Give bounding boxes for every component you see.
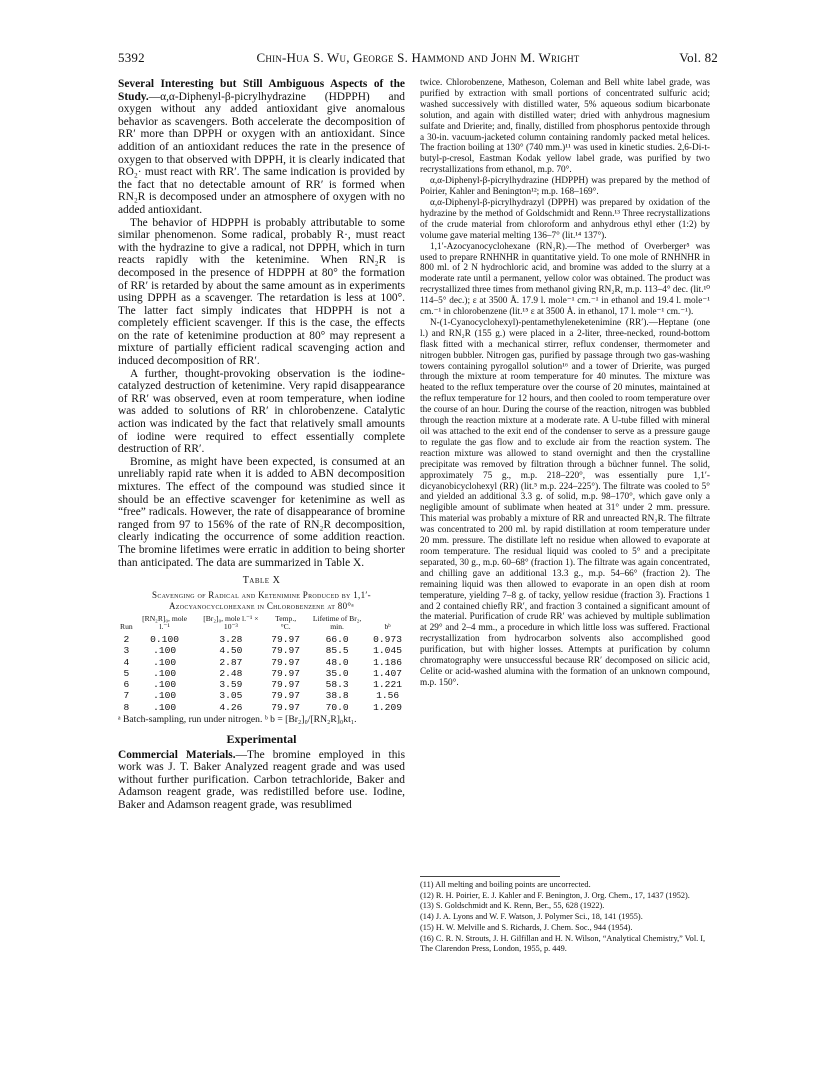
table-cell: 8 [123, 701, 130, 713]
table-cell: 38.8 [325, 690, 349, 702]
table-row [118, 645, 405, 656]
column-header: Temp., °C. [275, 613, 297, 632]
table-cell: 7 [123, 690, 130, 702]
table-cell: 79.97 [271, 645, 301, 657]
footnote: (12) R. H. Poirier, E. J. Kahler and F. Benington, J. Org. Chem., 17, 1437 (1952). [420, 890, 690, 900]
table-row [118, 668, 405, 679]
table-cell: 79.97 [271, 701, 301, 713]
table-cell: 66.0 [325, 633, 349, 645]
paragraph-text: —α,α-Diphenyl-β-picrylhydrazine (HDPPH) and oxygen without any added antioxidant give anomalous behavior as scavengers. Both accelerate the decomposition of RR′ more than DPPH or oxygen with an antioxidant. Since addition of an antioxidant reduces the rate in the presence of oxygen to that observed with DPPH, it is clearly indicated that RO₂· must react with RR′. The same indication is provided by the fact that no detectable amount of RR′ is formed when RN₂R is decomposed under an atmosphere of oxygen with no added antioxidant. [118, 90, 405, 216]
paragraph: twice. Chlorobenzene, Matheson, Coleman and Bell white label grade, was purified by extraction with small portions of concentrated sulfuric acid; washed successively with distilled water, 5% aqueous sodium bicarbonate solution, and again with distilled water; dried with anhydrous magnesium sulfate and Drierite; and, finally, distilled from phosphorus pentoxide through a 30-in. vacuum-jacketed column containing randomly packed metal helices. The fraction boiling at 130° (740 mm.)¹¹ was used in kinetic studies. 2,6-Di-t-butyl-p-cresol, Eastman Kodak yellow label grade, was purified by two recrystallizations from ethanol, m.p. 70°. [420, 78, 710, 176]
table-cell: 2.87 [219, 656, 243, 668]
table-cell: .100 [153, 701, 177, 713]
table-row [118, 702, 405, 713]
paragraph: The behavior of HDPPH is probably attributable to some similar phenomenon. Some radical, probably R·, must react with the hydrazine to give a radical, not DPPH, which in turn reacts rapidly with the ketenimine. When RN₂R is decomposed in the presence of HDPPH at 80° the formation of RR′ is retarded by about the same amount as in experiments using DPPH as a scavenger. The retardation is less at 100°. The latter fact simply indicates that HDPPH is not a completely efficient scavenger. If this is the case, the effects on the rate of ketenimine production at 80° may represent a mixture of partially efficient radical scavenging action and induced decomposition of RR′. [118, 216, 405, 368]
authors-line: Chin-Hua S. Wu, George S. Hammond and John M. Wright [256, 50, 580, 65]
table-cell: 1.221 [373, 679, 402, 691]
table-cell: .100 [153, 690, 177, 702]
section-title: Several Interesting but Still Ambiguous Aspects of the Study. [118, 78, 405, 103]
page-number: 5392 [118, 50, 145, 65]
table-footnote: ᵃ Batch-sampling, run under nitrogen. ᵇ b = [Br₂]₀/[RN₂R]₀kt₁. [118, 714, 357, 726]
footnote-rule [420, 876, 560, 877]
table-cell: 3.28 [219, 633, 243, 645]
table-cell: .100 [153, 656, 177, 668]
table-cell: 3 [123, 645, 130, 657]
table-cell: 4.50 [219, 645, 243, 657]
footnote: (11) All melting and boiling points are uncorrected. [420, 880, 591, 889]
table-cell: 1.56 [376, 690, 400, 702]
footnotes [420, 880, 710, 955]
paragraph [118, 78, 405, 217]
column-header: bᵇ [384, 622, 391, 632]
column-header: [Br₂]₀, mole l.⁻¹ × 10⁻³ [203, 613, 259, 632]
table-cell: 85.5 [325, 645, 349, 657]
experimental-heading: Experimental [226, 732, 297, 747]
column-header: [RN₂R]₀, mole l.⁻¹ [142, 613, 188, 632]
table-cell: 2 [123, 633, 130, 645]
table-cell: 3.59 [219, 679, 243, 691]
table-cell: 48.0 [325, 656, 349, 668]
footnote: (14) J. A. Lyons and W. F. Watson, J. Polymer Sci., 18, 141 (1955). [420, 912, 643, 922]
subsection-lead: Commercial Materials. [118, 748, 236, 761]
table-row [118, 690, 405, 701]
table-cell: 2.48 [219, 667, 243, 679]
table-cell: 79.97 [271, 633, 301, 645]
table-row [118, 679, 405, 690]
table-cell: 79.97 [271, 690, 301, 702]
table-cell: 3.05 [219, 690, 243, 702]
table-cell: 1.045 [373, 645, 402, 657]
table-cell: 1.186 [373, 656, 402, 668]
table-cell: 35.0 [325, 667, 349, 679]
right-column [420, 78, 710, 868]
column-header: Run [120, 622, 133, 632]
paragraph: Bromine, as might have been expected, is consumed at an unreliably rapid rate when it is added to ABN decomposition mixtures. The effect of the compound was studied since it should be an effective scavenger for ketenimine as well as “free” radicals. However, the rate of disappearance of bromine ranged from 97 to 156% of the rate of RN₂R decomposition, clearly indicating the occurrence of some addition reaction. The bromine lifetimes were erratic in addition to being shorter than anticipated. The data are summarized in Table X. [118, 455, 405, 569]
table-cell: .100 [153, 645, 177, 657]
paragraph: A further, thought-provoking observation is the iodine-catalyzed destruction of ketenimine. Very rapid disappearance of RR′ was observed, even at room temperature, when iodine was added to solutions of RR′ in chlorobenzene. Catalytic action was indicated by the fact that relatively small amounts of iodine were required to effect essentially complete destruction of RR′. [118, 367, 405, 456]
table-cell: 0.973 [373, 633, 402, 645]
table-caption: Scavenging of Radical and Ketenimine Produced by 1,1′-Azocyanocyclohexane in Chlorobenzene at 80°ᵃ [152, 589, 371, 611]
table-cell: 70.0 [325, 701, 349, 713]
table-title: Table X [242, 575, 281, 587]
data-table [118, 615, 405, 713]
footnote: (16) C. R. N. Strouts, J. H. Gilfillan and H. N. Wilson, “Analytical Chemistry,” Vol. I, The Clarendon Press, London, 1955, p. 449. [420, 933, 706, 954]
table-cell: 79.97 [271, 667, 301, 679]
running-header [118, 50, 718, 68]
paragraph [118, 749, 405, 812]
table-cell: 0.100 [150, 633, 179, 645]
paragraph-text: —The bromine employed in this work was J. T. Baker Analyzed reagent grade and was used without further purification. Carbon tetrachloride, Baker and Adamson reagent grade, was redistilled before use. Iodine, Baker and Adamson reagent grade, was resublimed [118, 748, 405, 811]
table-header-row [118, 615, 405, 634]
footnote: (13) S. Goldschmidt and K. Renn, Ber., 55, 628 (1922). [420, 901, 605, 911]
table-cell: 4.26 [219, 701, 243, 713]
volume-label: Vol. 82 [679, 50, 718, 65]
footnote: (15) H. W. Melville and S. Richards, J. Chem. Soc., 944 (1954). [420, 922, 633, 932]
column-header: Lifetime of Br₂, min. [312, 613, 362, 632]
table-cell: 4 [123, 656, 130, 668]
table-cell: 5 [123, 667, 130, 679]
paragraph: N-(1-Cyanocyclohexyl)-pentamethyleneketenimine (RR′).—Heptane (one l.) and RN₂R (155 g.) were placed in a 2-liter, three-necked, round-bottom flask fitted with a mechanical stirrer, reflux condenser, thermometer and nitrogen bubbler. Nitrogen gas, purified by passage through two gas-washing towers containing pyrogallol solution¹⁶ and a tower of Drierite, was purged through the mixture at room temperature for 40 minutes. The mixture was heated to the reflux temperature over the course of 20 minutes, maintained at the reflux temperature for 12 hours, and then cooled to room temperature over the course of an hour. During the course of the reaction, nitrogen was bubbled through the reaction mixture at a moderate rate. A U-tube filled with mineral oil was attached to the exit end of the condenser to serve as a pressure gauge to regulate the gas flow and to exclude air from the reaction system. The reaction mixture was allowed to stand overnight and then the crystalline precipitate was removed by filtration through a büchner funnel. The solid, approximately 75 g., m.p. 218–220°, was essentially pure 1,1′-dicyanobicyclohexyl (RR) (lit.⁵ m.p. 224–225°). The filtrate was cooled to 5° and yielded an additional 3.3 g. of solid, m.p. 98–170°, which gave only a negligible amount of sublimate when heated at 31° under 2 mm. pressure. This material was probably a mixture of RR and unreacted RN₂R. The filtrate was concentrated to 200 ml. by rapid distillation at room temperature under 20 mm. pressure. The distillate left no residue when allowed to evaporate at room temperature. The residual liquid was cooled to 5° and a precipitate separated, 30 g., m.p. 60–68° (fraction 1). The filtrate was again concentrated, and chilling gave an additional 13.3 g., m.p. 54–66° (fraction 2). The remaining liquid was then allowed to evaporate in an open dish at room temperature, yielding 7–8 g. of tacky, yellow residue (fraction 3). Fractions 1 and 2 contained chiefly RR′, and fraction 3 contained a significant amount of the material. Purification of crude RR′ was achieved by multiple sublimation at 29° and 2–4 mm., a procedure in which little loss was suffered. Fractional recrystallization from hydrocarbon solvents also accomplished good purification, but with higher losses. Attempts at purification by column chromatography were unsuccessful because RR′ decomposed on silicic acid, Celite or acid-washed alumina with the formation of an unknown compound, m.p. 150°. [420, 317, 710, 688]
table-cell: 1.209 [373, 701, 402, 713]
table-cell: 79.97 [271, 679, 301, 691]
table-cell: 58.3 [325, 679, 349, 691]
paragraph: α,α-Diphenyl-β-picrylhydrazine (HDPPH) was prepared by the method of Poirier, Kahler and Benington¹²; m.p. 168–169°. [420, 176, 710, 198]
table-cell: .100 [153, 679, 177, 691]
table-cell: 79.97 [271, 656, 301, 668]
table-cell: .100 [153, 667, 177, 679]
table-cell: 1.407 [373, 667, 402, 679]
paragraph: 1,1′-Azocyanocyclohexane (RN₂R).—The method of Overberger⁵ was used to prepare RNHNHR in quantitative yield. To one mole of RNHNHR in 800 ml. of 2 N hydrochloric acid, and bromine was added to the slurry at a moderate rate until a permanent, yellow color was obtained. The product was recrystallized three times from methanol giving RN₂R, m.p. 113–4° dec. (lit.¹⁰ 114–5° dec.); ε at 3500 Å. 17.9 l. mole⁻¹ cm.⁻¹ in ethanol and 19.4 l. mole⁻¹ cm.⁻¹ in chlorobenzene (lit.¹⁵ ε at 3500 Å. in ethanol, 17 l. mole⁻¹ cm.⁻¹). [420, 241, 710, 318]
table-cell: 6 [123, 679, 130, 691]
table-row [118, 634, 405, 645]
table-row [118, 657, 405, 668]
left-column [118, 78, 405, 1018]
paragraph: α,α-Diphenyl-β-picrylhydrazyl (DPPH) was prepared by oxidation of the hydrazine by the method of Goldschmidt and Renn.¹³ Three recrystallizations of the crude material from chloroform and anhydrous ethyl ether (1:2) by volume gave material melting 136–7° (lit.¹⁴ 137°). [420, 197, 710, 241]
